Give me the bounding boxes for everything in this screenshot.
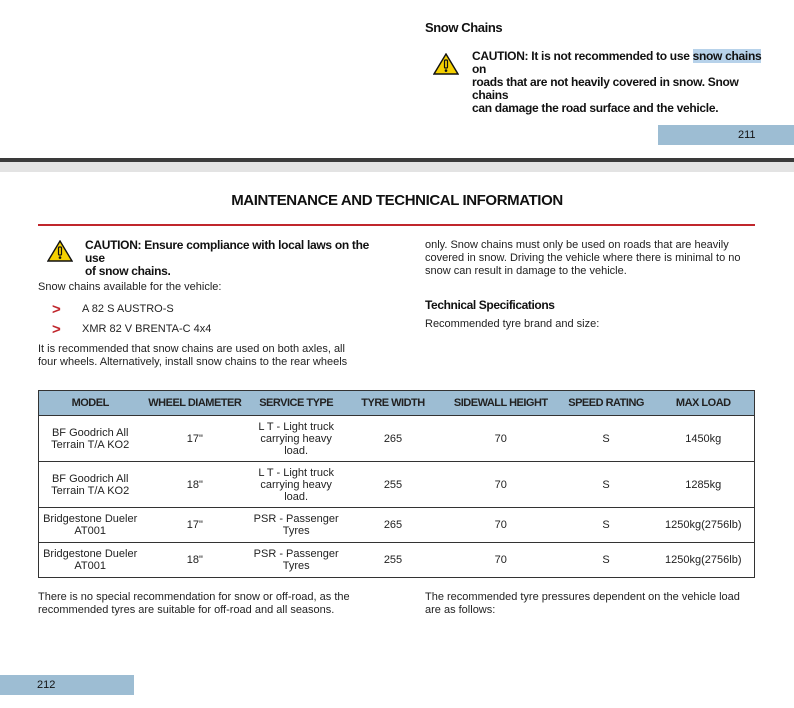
tyre-brand-intro: Recommended tyre brand and size: (425, 318, 600, 330)
table-row (39, 543, 755, 578)
table-row (39, 462, 755, 508)
technical-specifications-heading: Technical Specifications (425, 298, 555, 312)
cell-service-type: PSR - Passenger Tyres (248, 508, 344, 543)
table-row (39, 416, 755, 462)
chevron-right-icon: > (52, 321, 61, 338)
page-212 (0, 172, 794, 708)
cell-sidewall-height: 70 (442, 543, 560, 578)
page-number-212: 212 (37, 679, 56, 691)
caution-local-laws-text: CAUTION: Ensure compliance with local laws on the use of snow chains. (85, 238, 370, 278)
cell-model: BF Goodrich All Terrain T/A KO2 (39, 416, 142, 462)
cell-max-load: 1250kg(2756lb) (653, 508, 755, 543)
cell-max-load: 1285kg (653, 462, 755, 508)
list-item: > A 82 S AUSTRO-S (52, 301, 174, 318)
cell-speed-rating: S (560, 508, 653, 543)
column-header: SPEED RATING (560, 391, 653, 416)
page-211 (0, 0, 794, 158)
cell-tyre-width: 265 (344, 508, 442, 543)
cell-wheel-diameter: 18" (141, 543, 248, 578)
cell-model: Bridgestone Dueler AT001 (39, 508, 142, 543)
cell-sidewall-height: 70 (442, 416, 560, 462)
warning-triangle-icon (47, 240, 73, 262)
cell-service-type: L T - Light truck carrying heavy load. (248, 416, 344, 462)
snow-chains-continued-paragraph: only. Snow chains must only be used on roads that are heavily covered in snow. Driving the vehicle where there is minimal to no snow can result in damage to the vehicle. (425, 239, 741, 277)
table-header-row (39, 391, 755, 416)
snow-chains-heading: Snow Chains (425, 20, 503, 35)
column-header: WHEEL DIAMETER (141, 391, 248, 416)
recommendation-paragraph: It is recommended that snow chains are used on both axles, all four wheels. Alternatively, install snow chains to the rear wheels (38, 343, 348, 368)
column-header: SIDEWALL HEIGHT (442, 391, 560, 416)
page-number-211: 211 (738, 129, 756, 141)
cell-tyre-width: 255 (344, 543, 442, 578)
cell-model: BF Goodrich All Terrain T/A KO2 (39, 462, 142, 508)
chevron-right-icon: > (52, 301, 61, 318)
column-header: MAX LOAD (653, 391, 755, 416)
cell-max-load: 1250kg(2756lb) (653, 543, 755, 578)
cell-sidewall-height: 70 (442, 508, 560, 543)
list-item: > XMR 82 V BRENTA-C 4x4 (52, 321, 212, 338)
page-number-bar-212 (0, 675, 134, 695)
page-gap (0, 162, 794, 172)
column-header: SERVICE TYPE (248, 391, 344, 416)
warning-triangle-icon (433, 53, 459, 75)
column-header: MODEL (39, 391, 142, 416)
cell-wheel-diameter: 18" (141, 462, 248, 508)
cell-sidewall-height: 70 (442, 462, 560, 508)
caution-snow-chains-text: CAUTION: It is not recommended to use snow chains on roads that are not heavily covered in snow. Snow chains can damage the road surface and the vehicle. (472, 49, 762, 115)
no-special-recommendation-paragraph: There is no special recommendation for snow or off-road, as the recommended tyres are suitable for off-road and all seasons. (38, 591, 350, 616)
column-header: TYRE WIDTH (344, 391, 442, 416)
cell-tyre-width: 265 (344, 416, 442, 462)
search-highlight: snow chains (692, 49, 762, 63)
cell-speed-rating: S (560, 416, 653, 462)
cell-wheel-diameter: 17" (141, 416, 248, 462)
page-number-bar-211 (658, 125, 794, 145)
cell-speed-rating: S (560, 543, 653, 578)
tyre-spec-table (38, 390, 755, 578)
cell-tyre-width: 255 (344, 462, 442, 508)
cell-service-type: PSR - Passenger Tyres (248, 543, 344, 578)
cell-wheel-diameter: 17" (141, 508, 248, 543)
cell-speed-rating: S (560, 462, 653, 508)
cell-max-load: 1450kg (653, 416, 755, 462)
table-row (39, 508, 755, 543)
page-title: MAINTENANCE AND TECHNICAL INFORMATION (231, 192, 563, 209)
cell-model: Bridgestone Dueler AT001 (39, 543, 142, 578)
title-underline (38, 224, 755, 226)
snow-chains-available-intro: Snow chains available for the vehicle: (38, 281, 222, 293)
tyre-pressure-intro-paragraph: The recommended tyre pressures dependent on the vehicle load are as follows: (425, 591, 740, 616)
cell-service-type: L T - Light truck carrying heavy load. (248, 462, 344, 508)
